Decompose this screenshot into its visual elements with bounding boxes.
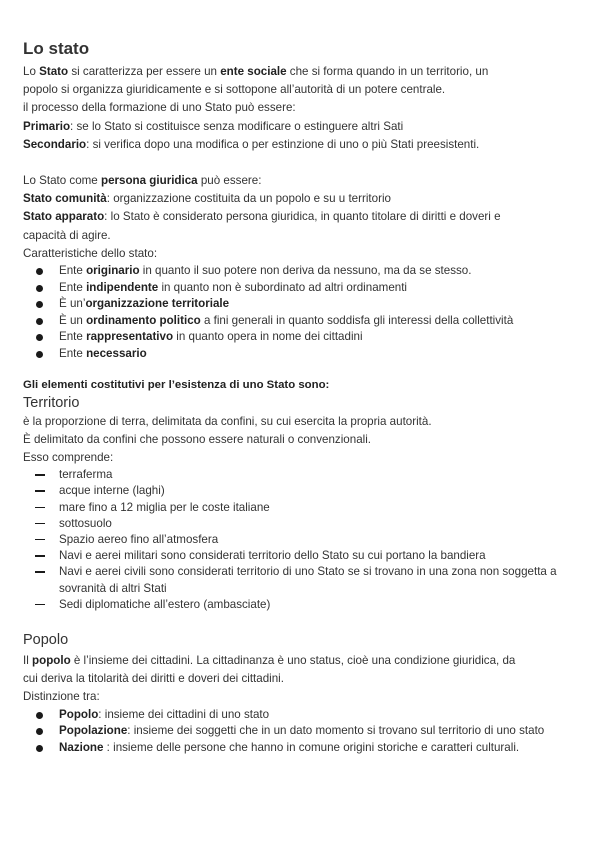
territory-list (23, 467, 576, 613)
list-item: sottosuolo (23, 516, 576, 532)
text: Lo (23, 65, 40, 78)
list-item: È un ordinamento politico a fini generali in quanto soddisfa gli interessi della collettività (23, 313, 576, 330)
paragraph-line: popolo si organizza giuridicamente e si sottopone all’autorità di un potere centrale. (23, 83, 446, 97)
bold-term: ente sociale (220, 65, 287, 78)
list-item: acque interne (laghi) (23, 483, 576, 499)
spacer (23, 613, 576, 625)
paragraph-line: capacità di agire. (23, 228, 111, 242)
bold-term: Secondario (23, 137, 87, 151)
list-item: È un’organizzazione territoriale (23, 296, 576, 313)
list-item: Ente rappresentativo in quanto opera in nome dei cittadini (23, 329, 576, 346)
list-item: Popolazione: insieme dei soggetti che in un dato momento si trovano sul territorio di uno stato (23, 723, 576, 740)
list-item: Ente originario in quanto il suo potere non deriva da nessuno, ma da se stesso. (23, 263, 576, 280)
bullet-icon (36, 334, 43, 341)
paragraph-line (23, 190, 576, 208)
bullet-icon (36, 268, 43, 275)
bullet-icon (36, 745, 43, 752)
dash-icon (35, 555, 45, 556)
spacer (23, 154, 576, 172)
dash-icon (35, 490, 45, 491)
paragraph-line (23, 136, 576, 154)
distinction-list (23, 707, 576, 757)
list-item: Spazio aereo fino all’atmosfera (23, 532, 576, 548)
list-item: Sedi diplomatiche all’estero (ambasciate) (23, 597, 576, 613)
bullet-icon (36, 712, 43, 719)
bullet-icon (36, 301, 43, 308)
bold-term: persona giuridica (100, 174, 198, 188)
paragraph-line (23, 63, 576, 81)
list-item: terraferma (23, 467, 576, 483)
paragraph-line (23, 118, 576, 136)
paragraph-line: Distinzione tra: (23, 690, 100, 704)
paragraph-line: Esso comprende: (23, 451, 114, 464)
text: si caratterizza per essere un (68, 65, 221, 78)
dash-icon (35, 571, 45, 572)
bold-term: Stato comunità (23, 192, 107, 206)
list-item: Navi e aerei militari sono considerati territorio dello Stato su cui portano la bandiera (23, 548, 576, 564)
text: : lo Stato è considerato persona giuridica, in quanto titolare di diritti e doveri e (104, 210, 501, 224)
list-item: Navi e aerei civili sono considerati territorio di uno Stato se si trovano in una zona non soggetta a sovranità di altri Stati (23, 564, 576, 596)
text: : si verifica dopo una modifica o per estinzione di uno o più Stati preesistenti. (86, 137, 480, 151)
paragraph-line: Caratteristiche dello stato: (23, 246, 158, 260)
bold-term: Primario (23, 119, 71, 133)
paragraph-line: cui deriva la titolarità dei diritti e doveri dei cittadini. (23, 672, 284, 686)
dash-icon (35, 523, 45, 524)
dash-icon (35, 474, 45, 475)
paragraph-line: È delimitato da confini che possono essere naturali o convenzionali. (23, 432, 372, 446)
list-item: Nazione : insieme delle persone che hanno in comune origini storiche e caratteri culturali. (23, 740, 576, 757)
characteristics-list (23, 263, 576, 363)
paragraph-line (23, 208, 576, 226)
bold-term: Stato (39, 65, 69, 78)
text: : se lo Stato si costituisce senza modificare o estinguere altri Sati (70, 119, 404, 133)
list-item: Popolo: insieme dei cittadini di uno stato (23, 707, 576, 724)
list-item: Ente indipendente in quanto non è subordinato ad altri ordinamenti (23, 280, 576, 297)
dash-icon (35, 539, 45, 540)
bullet-icon (36, 285, 43, 292)
bullet-icon (36, 728, 43, 735)
section-subheading: Gli elementi costitutivi per l’esistenza di uno Stato sono: (23, 378, 330, 391)
paragraph-line: Il popolo è l’insieme dei cittadini. La cittadinanza è uno status, cioè una condizione giuridica, da (23, 654, 516, 668)
page-title: Lo stato (23, 39, 90, 58)
paragraph-line: il processo della formazione di uno Stato può essere: (23, 101, 296, 115)
dash-icon (35, 507, 45, 508)
text: che si forma quando in un territorio, un (286, 65, 489, 78)
section-title-popolo: Popolo (23, 632, 69, 649)
list-item: Ente necessario (23, 346, 576, 363)
bullet-icon (36, 318, 43, 325)
bullet-icon (36, 351, 43, 358)
text: può essere: (197, 174, 262, 188)
paragraph-line (23, 172, 576, 190)
section-title-territorio: Territorio (23, 394, 80, 411)
dash-icon (35, 604, 45, 605)
list-item: mare fino a 12 miglia per le coste italiane (23, 500, 576, 516)
text: Lo Stato come (23, 174, 101, 188)
paragraph-line: è la proporzione di terra, delimitata da confini, su cui esercita la propria autorità. (23, 414, 432, 428)
bold-term: Stato apparato (23, 210, 105, 224)
text: : organizzazione costituita da un popolo e su u territorio (106, 192, 391, 206)
